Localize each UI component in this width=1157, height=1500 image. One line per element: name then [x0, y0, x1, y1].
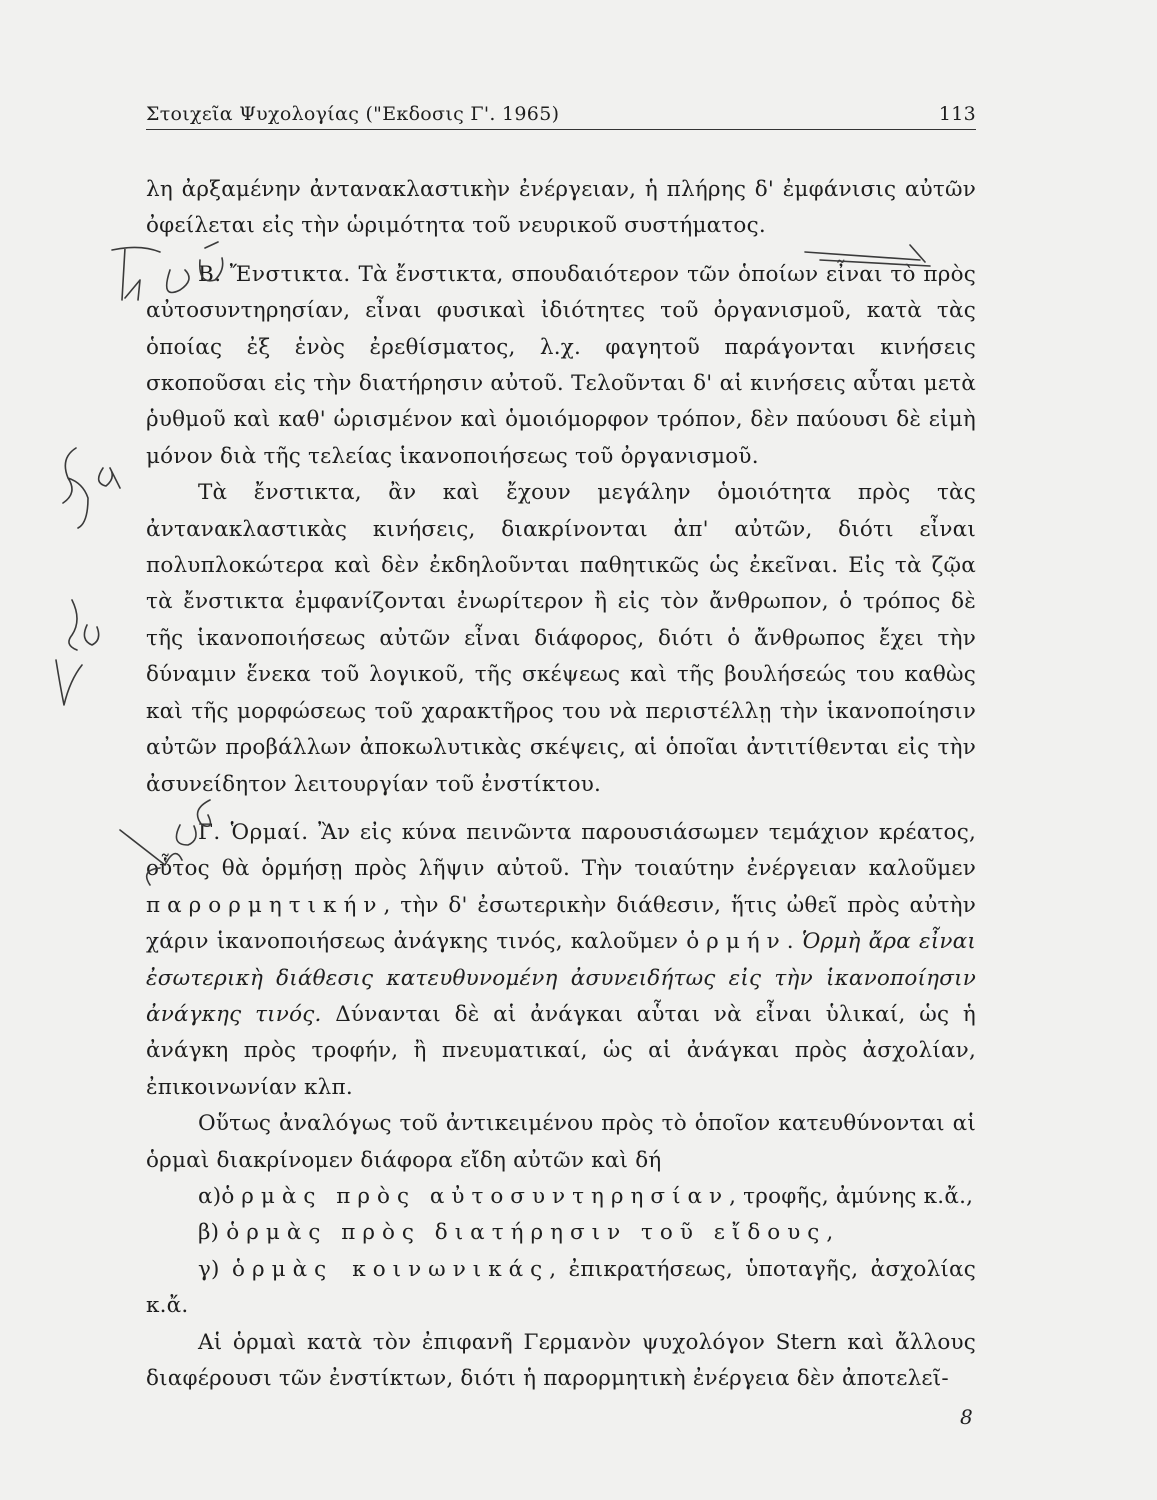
list-prefix: β)	[198, 1220, 220, 1246]
pen-stroke	[800, 240, 940, 280]
list-item-a	[146, 1179, 976, 1215]
list-item-b	[146, 1215, 976, 1251]
header-title: Στοιχεῖα Ψυχολογίας ("Εκδοσις Γ'. 1965)	[146, 103, 560, 125]
handwritten-note-1	[100, 240, 250, 310]
list-item-g	[146, 1252, 976, 1325]
list-rest: , τροφῆς, ἀμύνης κ.ἄ.,	[729, 1183, 974, 1209]
handwritten-note-4	[110, 790, 220, 900]
paragraph-kinds: Οὕτως ἀναλόγως τοῦ ἀντικειμένου πρὸς τὸ ὁποῖον κατευθύνονται αἱ ὁρμαὶ διακρίνομεν διάφορα εἴδη αὐτῶν καὶ δή	[146, 1111, 976, 1173]
handwritten-note-2	[48, 438, 133, 533]
list-spaced-term: ὁρμὰς πρὸς αὐτοσυντηρησίαν	[221, 1183, 730, 1209]
section-b	[146, 257, 976, 475]
section-g	[146, 815, 976, 1106]
signature-mark: 8	[960, 1405, 973, 1429]
term-drive: ὁρμήν	[686, 929, 787, 955]
list-prefix: γ)	[198, 1256, 220, 1282]
section-g-text-4: Δύνανται δὲ αἱ ἀνάγκαι αὗται νὰ εἶναι ὑλικαί, ὡς ἡ ἀνάγκη πρὸς τροφήν, ἢ πνευματικαί, ὡς αἱ ἀνάγκαι πρὸς ἀσχολίαν, ἐπικοινωνίαν κλπ.	[146, 1001, 976, 1100]
section-b-text: Τὰ ἔνστικτα, σπουδαιότερον τῶν ὁποίων εἶναι τὸ πρὸς αὐτοσυντηρησίαν, εἶναι φυσικαὶ ἰδιότητες τοῦ ὀργανισμοῦ, κατὰ τὰς ὁποίας ἐξ ἑνὸς ἐρεθίσματος, λ.χ. φαγητοῦ παράγονται κινήσεις σκοποῦσαι εἰς τὴν διατήρησιν αὐτοῦ. Τελοῦνται δ' αἱ κινήσεις αὗται μετὰ ῥυθμοῦ καὶ καθ' ὡρισμένον καὶ ὁμοιόμορφον τρόπον, δὲν παύουσι δὲ εἰμὴ μόνον διὰ τῆς τελείας ἱκανοποιήσεως τοῦ ὀργανισμοῦ.	[146, 261, 976, 469]
section-g-text-3: .	[786, 929, 794, 955]
paragraph-continuation: λη ἀρξαμένην ἀντανακλαστικὴν ἐνέργειαν, ἡ πλήρης δ' ἐμφάνισις αὐτῶν ὀφείλεται εἰς τὴν ὡριμότητα τοῦ νευρικοῦ συστήματος.	[146, 177, 976, 239]
term-impulsive: παρορμητικήν	[146, 892, 384, 918]
page-number: 113	[938, 103, 976, 125]
list-rest: ,	[826, 1220, 834, 1246]
paragraph-stern: Αἱ ὁρμαὶ κατὰ τὸν ἐπιφανῆ Γερμανὸν ψυχολόγον Stern καὶ ἄλλους διαφέρουσι τῶν ἐνστίκτων, διότι ἡ παρορμητικὴ ἐνέργεια δὲν ἀποτελεῖ-	[146, 1329, 976, 1391]
list-prefix: α)	[198, 1183, 222, 1209]
handwritten-note-3	[42, 595, 122, 715]
list-rest: , ἐπικρατήσεως, ὑποταγῆς, ἀσχολίας κ.ἄ.	[146, 1256, 976, 1319]
section-b-heading: Β. Ἔνστικτα.	[198, 261, 351, 287]
list-spaced-term: ὁρμὰς κοινωνικάς	[232, 1256, 550, 1282]
section-g-heading: Γ. Ὁρμαί.	[198, 819, 309, 845]
paragraph-instincts: Τὰ ἔνστικτα, ἂν καὶ ἔχουν μεγάλην ὁμοιότητα πρὸς τὰς ἀντανακλαστικὰς κινήσεις, διακρίνονται ἀπ' αὐτῶν, διότι εἶναι πολυπλοκώτερα καὶ δὲν ἐκδηλοῦνται παθητικῶς ὡς ἐκεῖναι. Εἰς τὰ ζῷα τὰ ἔνστικτα ἐμφανίζονται ἐνωρίτερον ἢ εἰς τὸν ἄνθρωπον, ὁ τρόπος δὲ τῆς ἱκανοποιήσεως αὐτῶν εἶναι διάφορος, διότι ὁ ἄνθρωπος ἔχει τὴν δύναμιν ἕνεκα τοῦ λογικοῦ, τῆς σκέψεως καὶ τῆς βουλήσεώς του καθὼς καὶ τῆς μορφώσεως τοῦ χαρακτῆρος του νὰ περιστέλλῃ τὴν ἱκανοποίησιν αὐτῶν προβάλλων ἀποκωλυτικὰς σκέψεις, αἱ ὁποῖαι ἀντιτίθενται εἰς τὴν ἀσυνείδητον λειτουργίαν τοῦ ἐνστίκτου.	[146, 480, 976, 797]
list-spaced-term: ὁρμὰς πρὸς διατήρησιν τοῦ εἴδους	[226, 1220, 827, 1246]
running-header	[146, 103, 976, 130]
body-text	[146, 172, 976, 1397]
drive-definition: Ὁρμὴ ἄρα εἶναι ἐσωτερικὴ διάθεσις κατευθυνομένη ἀσυνειδήτως εἰς τὴν ἱκανοποίησιν ἀνάγκης τινός.	[146, 929, 976, 1027]
section-g-text-2: , τὴν δ' ἐσωτερικὴν διάθεσιν, ἥτις ὠθεῖ πρὸς αὐτὴν χάριν ἱκανοποιήσεως ἀνάγκης τινός, καλοῦμεν	[146, 892, 976, 955]
section-g-text-1: Ἂν εἰς κύνα πεινῶντα παρουσιάσωμεν τεμάχιον κρέατος, οὗτος θὰ ὁρμήσῃ πρὸς λῆψιν αὐτοῦ. Τὴν τοιαύτην ἐνέργειαν καλοῦμεν	[146, 819, 976, 882]
